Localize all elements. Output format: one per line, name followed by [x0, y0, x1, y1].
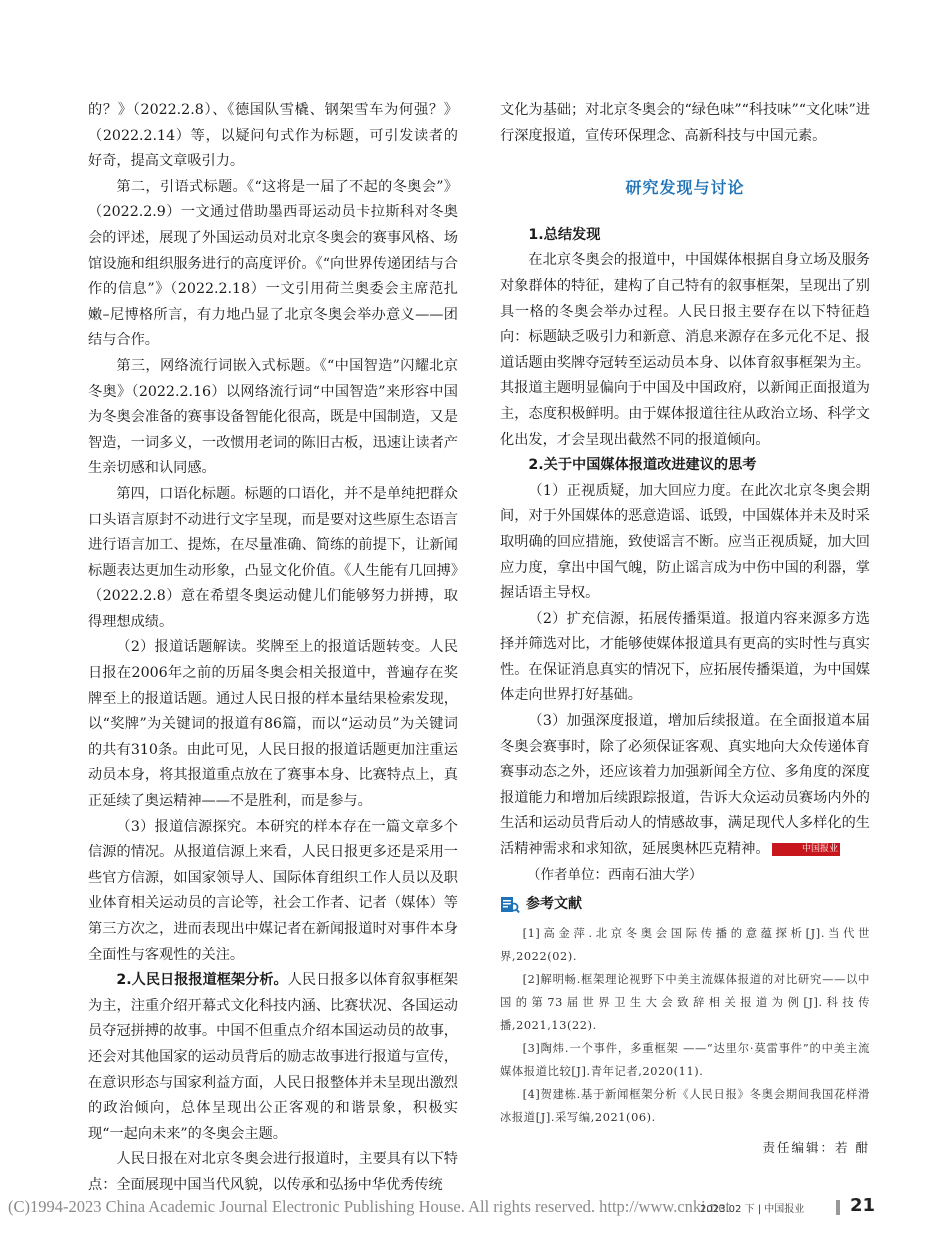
section-title: 研究发现与讨论	[625, 178, 745, 198]
paragraph: 第三，网络流行词嵌入式标题。《“中国智造”闪耀北京冬奥》（2022.2.16）以网络流行词“中国智造”来形容中国为冬奥会准备的赛事设备智能化很高，既是中国制造，又是智造，一词多义，一改惯用老词的陈旧古板，迅速让读者产生亲切感和认同感。	[88, 357, 458, 477]
paragraph: （2）扩充信源，拓展传播渠道。报道内容来源多方选择并筛选对比，才能够使媒体报道具有更高的实时性与真实性。在保证消息真实的情况下，应拓展传播渠道，为中国媒体走向世界打好基础。	[500, 610, 870, 704]
paragraph: 文化为基础；对北京冬奥会的“绿色味”“科技味”“文化味”进行深度报道，宣传环保理念、高新科技与中国元素。	[500, 102, 870, 144]
paragraph: 第二，引语式标题。《“这将是一届了不起的冬奥会”》（2022.2.9）一文通过借助墨西哥运动员卡拉斯科对冬奥会的评述，展现了外国运动员对北京冬奥会的赛事风格、场馆设施和组织服务进行的高度评价。《“向世界传递团结与合作的信息”》（2022.2.18）一文引用荷兰奥委会主席范扎嫩–尼博格所言，有力地凸显了北京冬奥会举办意义——团结与合作。	[88, 178, 458, 349]
responsible-editor: 责任编辑：若 酣	[762, 1139, 870, 1155]
divider	[836, 1200, 840, 1215]
right-column	[500, 98, 870, 1160]
reference-item: [4]贺建栋.基于新闻框架分析《人民日报》冬奥会期间我国花样滑冰报道[J].采写编,2021(06).	[500, 1087, 870, 1124]
reference-item: [1]高金萍.北京冬奥会国际传播的意蕴探析[J].当代世界,2022(02).	[500, 926, 870, 963]
subheading: 1.总结发现	[528, 226, 601, 243]
book-search-icon	[500, 896, 520, 914]
paragraph: 人民日报在对北京冬奥会进行报道时，主要具有以下特点：全面展现中国当代风貌，以传承和弘扬中华优秀传统	[88, 1151, 458, 1193]
reference-item: [2]解明畅.框架理论视野下中美主流媒体报道的对比研究——以中国的第73届世界卫生大会致辞相关报道为例[J].科技传播,2021,13(22).	[500, 972, 870, 1032]
subheading: 2.关于中国媒体报道改进建议的思考	[528, 457, 757, 474]
paragraph: （3）报道信源探究。本研究的样本存在一篇文章多个信源的情况。从报道信源上来看，人民日报更多还是采用一些官方信源，如国家领导人、国际体育组织工作人员以及职业体育相关运动员的言论等，社会工作者、记者（媒体）等第三方次之，进而表现出中媒记者在新闻报道时对事件本身全面性与客观性的关注。	[88, 818, 458, 963]
references-title: 参考文献	[526, 896, 582, 913]
paragraph	[500, 709, 870, 863]
journal-name: 2023.02 下 | 中国报业	[700, 1204, 805, 1215]
author-affiliation: （作者单位：西南石油大学）	[527, 866, 703, 883]
references-header	[500, 892, 870, 918]
paragraph: （2）报道话题解读。奖牌至上的报道话题转变。人民日报在2006年之前的历届冬奥会相关报道中，普遍存在奖牌至上的报道话题。通过人民日报的样本量结果检索发现，以“奖牌”为关键词的报道有86篇，而以“运动员”为关键词的共有310条。由此可见，人民日报的报道话题更加注重运动员本身，将其报道重点放在了赛事本身、比赛特点上，真正延续了奥运精神——不是胜利，而是参与。	[88, 639, 458, 810]
end-mark-logo: 中国报业	[772, 843, 840, 856]
left-column	[88, 98, 458, 1199]
reference-item: [3]陶炜.一个事件，多重框架 ——“达里尔·莫雷事件”的中美主流媒体报道比较[J].青年记者,2020(11).	[500, 1041, 870, 1078]
paragraph: 第四，口语化标题。标题的口语化，并不是单纯把群众口头语言原封不动进行文字呈现，而是要对这些原生态语言进行语言加工、提炼，在尽量准确、简练的前提下，让新闻标题表达更加生动形象，凸显文化价值。《人生能有几回搏》（2022.2.8）意在希望冬奥运动健儿们能够努力拼搏，取得理想成绩。	[88, 485, 458, 630]
framework-body: 人民日报多以体育叙事框架为主，注重介绍开幕式文化科技内涵、比赛状况、各国运动员夺冠拼搏的故事。中国不但重点介绍本国运动员的故事，还会对其他国家的运动员背后的励志故事进行报道与宣传，在意识形态与国家利益方面，人民日报整体并未呈现出激烈的政治倾向，总体呈现出公正客观的和谐景象，积极实现“一起向未来”的冬奥会主题。	[88, 972, 458, 1142]
paragraph: （1）正视质疑，加大回应力度。在此次北京冬奥会期间，对于外国媒体的恶意造谣、诋毁，中国媒体并未及时采取明确的回应措施，致使谣言不断。应当正视质疑，加大回应力度，拿出中国气魄，防止谣言成为中伤中国的利器，掌握话语主导权。	[500, 482, 870, 602]
paragraph: 的？》（2022.2.8）、《德国队雪橇、钢架雪车为何强？》（2022.2.14）等，以疑问句式作为标题，可引发读者的好奇，提高文章吸引力。	[88, 102, 458, 170]
copyright-watermark: (C)1994-2023 China Academic Journal Electronic Publishing House. All rights reserved. http://www.cnki.net	[8, 1197, 731, 1216]
page-footer	[0, 1197, 950, 1221]
page-number: 21	[850, 1195, 876, 1216]
paragraph-text: （3）加强深度报道，增加后续报道。在全面报道本届冬奥会赛事时，除了必须保证客观、真实地向大众传递体育赛事动态之外，还应该着力加强新闻全方位、多角度的深度报道能力和增加后续跟踪报道，告诉大众运动员赛场内外的生活和运动员背后动人的情感故事，满足现代人多样化的生活精神需求和求知欲，延展奥林匹克精神。	[500, 713, 870, 858]
framework-heading: 2.人民日报报道框架分析。	[116, 972, 288, 989]
framework-paragraph	[88, 968, 458, 1147]
paragraph: 在北京冬奥会的报道中，中国媒体根据自身立场及服务对象群体的特征，建构了自己特有的叙事框架，呈现出了别具一格的冬奥会举办过程。人民日报主要存在以下特征趋向：标题缺乏吸引力和新意、消息来源存在多元化不足、报道话题由奖牌夺冠转至运动员本身、以体育叙事框架为主。其报道主题明显偏向于中国及中国政府，以新闻正面报道为主，态度积极鲜明。由于媒体报道往往从政治立场、科学文化出发，才会呈现出截然不同的报道倾向。	[500, 252, 870, 448]
